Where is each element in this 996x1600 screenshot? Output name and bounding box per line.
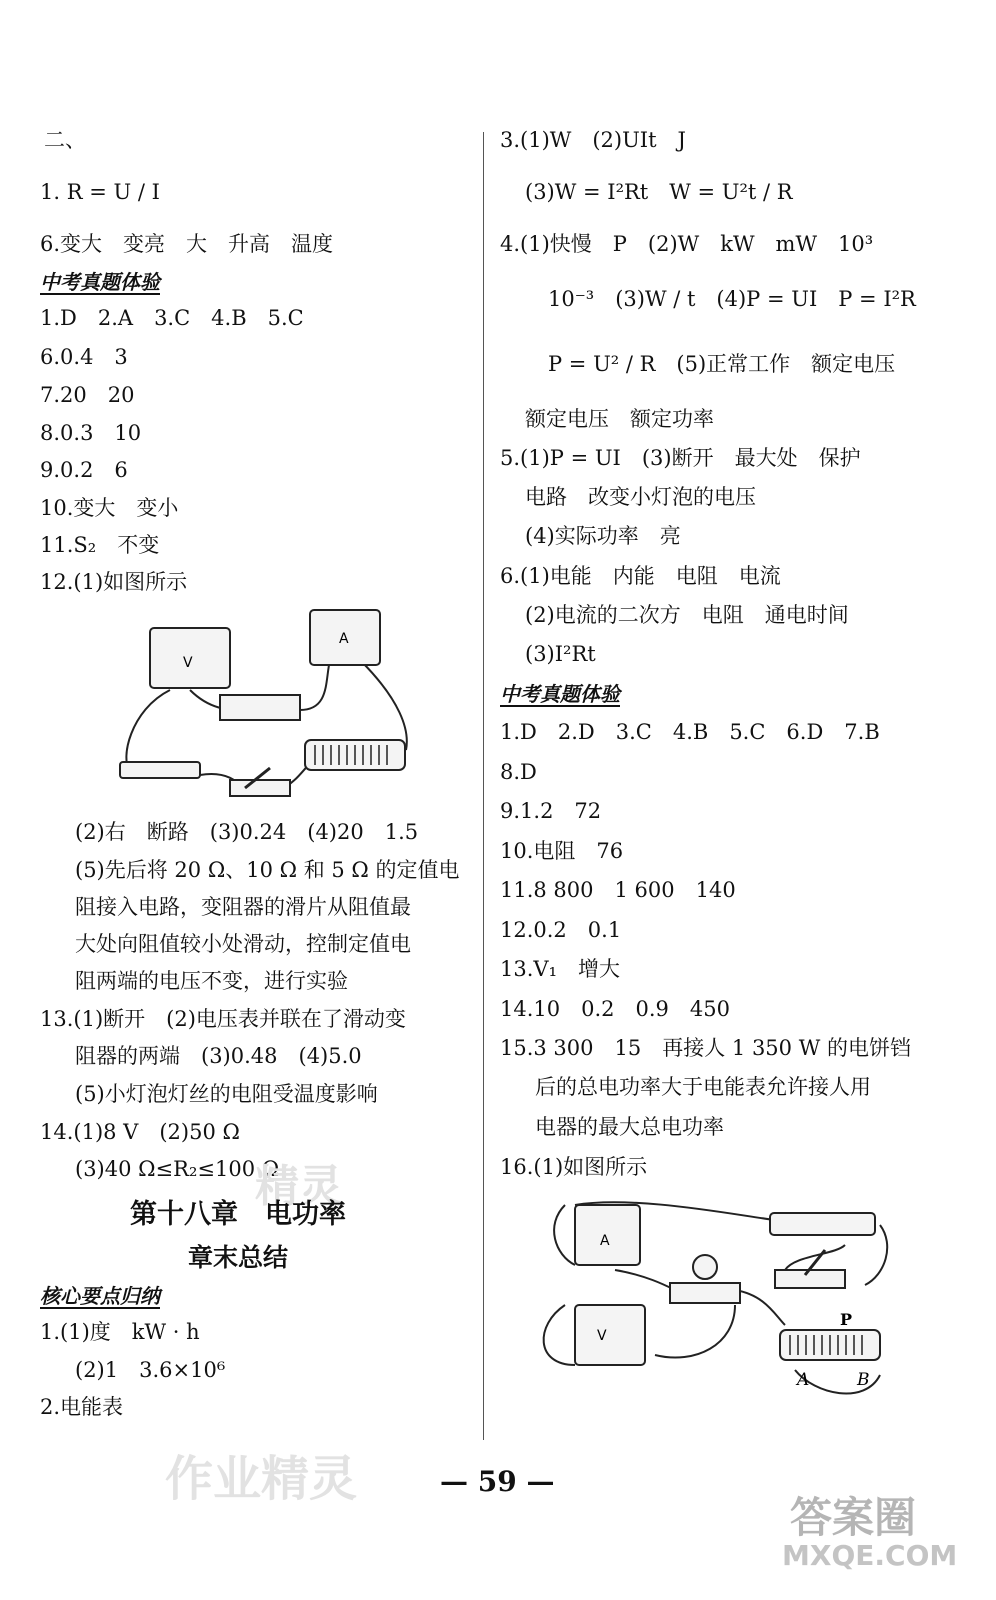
answer-line: (2)电流的二次方 电阻 通电时间: [525, 603, 849, 627]
answer-line: 3.(1)W (2)UIt J: [500, 128, 686, 152]
chapter-subtitle: 章末总结: [188, 1243, 289, 1272]
answer-line: 13.(1)断开 (2)电压表并联在了滑动变: [40, 1007, 406, 1031]
logo-domain-text: MXQE.COM: [782, 1539, 958, 1572]
answer-line: 7.20 20: [40, 383, 135, 407]
answer-line: 11.S₂ 不变: [40, 533, 160, 557]
answer-line: 阻器的两端 (3)0.48 (4)5.0: [75, 1044, 362, 1068]
answer-line: 电路 改变小灯泡的电压: [525, 485, 756, 509]
answer-line: 11.8 800 1 600 140: [500, 878, 736, 902]
answer-line: 6.变大 变亮 大 升高 温度: [40, 232, 334, 256]
answer-line: 6.(1)电能 内能 电阻 电流: [500, 564, 781, 588]
answer-line: 6.0.4 3: [40, 345, 128, 369]
section-title: 中考真题体验: [40, 270, 160, 294]
section-title: 核心要点归纳: [40, 1284, 160, 1308]
watermark: 作业精灵: [165, 1451, 358, 1507]
answer-line: 大处向阻值较小处滑动，控制定值电: [75, 932, 411, 956]
answer-line: (3)I²Rt: [525, 642, 596, 666]
answer-line: P = U² / R (5)正常工作 额定电压: [548, 352, 896, 376]
ammeter-label: A: [600, 1233, 610, 1249]
answer-line: 阻接入电路，变阻器的滑片从阻值最: [75, 895, 411, 919]
answer-line: 额定电压 额定功率: [525, 407, 714, 431]
answer-line: 2.电能表: [40, 1395, 124, 1419]
answer-line: 9.1.2 72: [500, 799, 602, 823]
answer-line: 1.(1)度 kW · h: [40, 1320, 200, 1344]
answer-line: (5)小灯泡灯丝的电阻受温度影响: [75, 1082, 378, 1106]
answer-line: 阻两端的电压不变，进行实验: [75, 969, 348, 993]
answer-line: 10⁻³ (3)W / t (4)P = UI P = I²R: [548, 287, 916, 311]
site-logo: [782, 1485, 982, 1593]
section-heading-two: 二、: [44, 128, 86, 152]
watermark: 精灵: [255, 1161, 343, 1212]
answer-line: (5)先后将 20 Ω、10 Ω 和 5 Ω 的定值电: [75, 858, 460, 882]
answer-line: 12.(1)如图所示: [40, 570, 188, 594]
answer-line: 10.变大 变小: [40, 496, 179, 520]
answer-line: 电器的最大总电功率: [535, 1115, 724, 1139]
answer-line: 14.10 0.2 0.9 450: [500, 997, 730, 1021]
column-divider: [483, 132, 484, 1440]
ammeter-label: A: [339, 631, 349, 647]
answer-line: 5.(1)P = UI (3)断开 最大处 保护: [500, 446, 861, 470]
answer-line: 13.V₁ 增大: [500, 957, 620, 981]
answer-line: (4)实际功率 亮: [525, 524, 681, 548]
answer-line: (3)W = I²Rt W = U²t / R: [525, 180, 793, 204]
section-title: 中考真题体验: [500, 682, 620, 706]
answer-line: (2)右 断路 (3)0.24 (4)20 1.5: [75, 820, 419, 844]
answer-line: 14.(1)8 V (2)50 Ω: [40, 1120, 240, 1144]
circuit-diagram-1: [110, 600, 430, 810]
answer-line: 4.(1)快慢 P (2)W kW mW 10³: [500, 232, 874, 256]
answer-line: (2)1 3.6×10⁶: [75, 1358, 226, 1382]
terminal-a-label: A: [797, 1370, 810, 1390]
answer-line: 后的总电功率大于电能表允许接人用: [535, 1075, 871, 1099]
answer-line: 9.0.2 6: [40, 458, 128, 482]
voltmeter-label: V: [597, 1328, 607, 1344]
logo-chinese-text: 答案圈: [790, 1493, 917, 1542]
answer-line: (3)40 Ω≤R₂≤100 Ω: [75, 1157, 280, 1181]
answer-line: 12.0.2 0.1: [500, 918, 622, 942]
terminal-b-label: B: [857, 1370, 870, 1390]
answer-line: 15.3 300 15 再接人 1 350 W 的电饼铛: [500, 1036, 911, 1060]
answer-line: 1.D 2.A 3.C 4.B 5.C: [40, 306, 304, 330]
voltmeter-label: V: [183, 655, 193, 671]
page-number: — 59 —: [440, 1465, 555, 1498]
answer-line: 1. R = U / I: [40, 180, 160, 204]
answer-line: 10.电阻 76: [500, 839, 624, 863]
answer-line: 8.D: [500, 760, 537, 784]
answer-line: 16.(1)如图所示: [500, 1155, 648, 1179]
answer-line: 1.D 2.D 3.C 4.B 5.C 6.D 7.B: [500, 720, 880, 744]
terminal-p-label: P: [840, 1310, 853, 1329]
chapter-title: 第十八章 电功率: [130, 1199, 346, 1230]
circuit-diagram-2: [535, 1195, 895, 1410]
answer-line: 8.0.3 10: [40, 421, 142, 445]
